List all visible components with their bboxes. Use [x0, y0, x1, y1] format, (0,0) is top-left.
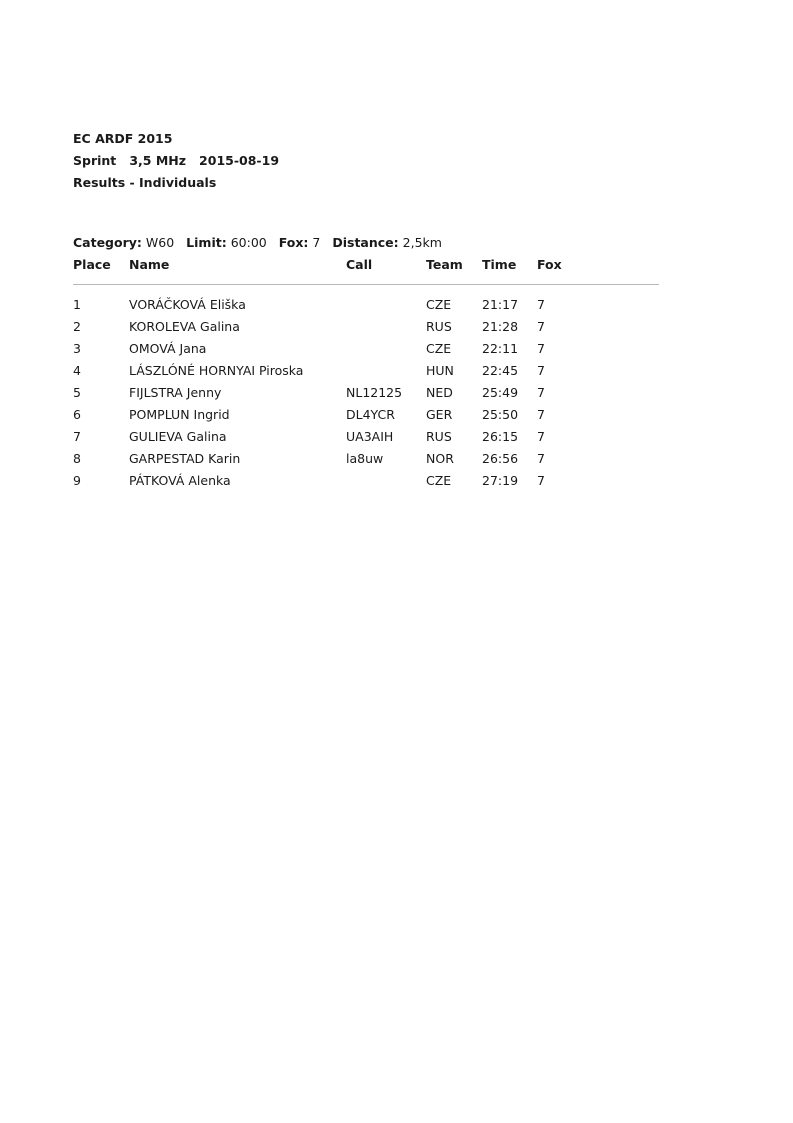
fox-cell: 7: [537, 451, 545, 466]
fox-cell: 7: [537, 385, 545, 400]
fox-value: 7: [312, 235, 321, 250]
distance-value: 2,5km: [402, 235, 442, 250]
time-cell: 25:50: [482, 407, 519, 422]
fox-cell: 7: [537, 473, 545, 488]
place-cell: 1: [73, 297, 81, 312]
table-row: [73, 473, 659, 495]
event-title: EC ARDF 2015: [73, 131, 173, 146]
table-row: [73, 429, 659, 451]
table-row: [73, 407, 659, 429]
limit-label: Limit:: [186, 235, 227, 250]
column-header-fox: Fox: [537, 257, 562, 272]
team-cell: RUS: [426, 319, 452, 334]
name-cell: LÁSZLÓNÉ HORNYAI Piroska: [129, 363, 304, 378]
place-cell: 7: [73, 429, 81, 444]
call-cell: NL12125: [346, 385, 403, 400]
name-cell: POMPLUN Ingrid: [129, 407, 230, 422]
header-divider: [73, 284, 659, 285]
results-heading: Results - Individuals: [73, 175, 217, 190]
time-cell: 25:49: [482, 385, 519, 400]
place-cell: 3: [73, 341, 81, 356]
table-row: [73, 385, 659, 407]
fox-label: Fox:: [278, 235, 309, 250]
call-cell: UA3AIH: [346, 429, 394, 444]
team-cell: RUS: [426, 429, 452, 444]
name-cell: KOROLEVA Galina: [129, 319, 240, 334]
time-cell: 21:17: [482, 297, 519, 312]
team-cell: CZE: [426, 341, 452, 356]
time-cell: 22:45: [482, 363, 519, 378]
time-cell: 26:56: [482, 451, 519, 466]
place-cell: 5: [73, 385, 81, 400]
distance-label: Distance:: [332, 235, 399, 250]
category-label: Category:: [73, 235, 142, 250]
fox-cell: 7: [537, 363, 545, 378]
race-subtitle: Sprint 3,5 MHz 2015-08-19: [73, 153, 280, 168]
name-cell: OMOVÁ Jana: [129, 341, 207, 356]
fox-cell: 7: [537, 297, 545, 312]
name-cell: VORÁČKOVÁ Eliška: [129, 297, 246, 312]
table-row: [73, 341, 659, 363]
category-info: [73, 235, 442, 251]
time-cell: 21:28: [482, 319, 519, 334]
team-cell: HUN: [426, 363, 454, 378]
column-header-name: Name: [129, 257, 170, 272]
fox-cell: 7: [537, 429, 545, 444]
table-header: [73, 257, 659, 273]
table-row: [73, 363, 659, 385]
fox-cell: 7: [537, 407, 545, 422]
fox-cell: 7: [537, 319, 545, 334]
place-cell: 8: [73, 451, 81, 466]
place-cell: 4: [73, 363, 81, 378]
place-cell: 6: [73, 407, 81, 422]
team-cell: CZE: [426, 473, 452, 488]
place-cell: 2: [73, 319, 81, 334]
column-header-team: Team: [426, 257, 463, 272]
column-header-time: Time: [482, 257, 517, 272]
table-row: [73, 451, 659, 473]
limit-value: 60:00: [230, 235, 267, 250]
team-cell: CZE: [426, 297, 452, 312]
table-row: [73, 297, 659, 319]
time-cell: 26:15: [482, 429, 519, 444]
name-cell: GARPESTAD Karin: [129, 451, 241, 466]
time-cell: 22:11: [482, 341, 519, 356]
place-cell: 9: [73, 473, 81, 488]
category-value: W60: [145, 235, 175, 250]
name-cell: PÁTKOVÁ Alenka: [129, 473, 231, 488]
fox-cell: 7: [537, 341, 545, 356]
call-cell: la8uw: [346, 451, 384, 466]
call-cell: DL4YCR: [346, 407, 395, 422]
time-cell: 27:19: [482, 473, 519, 488]
table-row: [73, 319, 659, 341]
name-cell: FIJLSTRA Jenny: [129, 385, 222, 400]
team-cell: NED: [426, 385, 453, 400]
results-table-body: [73, 297, 659, 495]
column-header-call: Call: [346, 257, 373, 272]
name-cell: GULIEVA Galina: [129, 429, 227, 444]
team-cell: GER: [426, 407, 453, 422]
team-cell: NOR: [426, 451, 454, 466]
column-header-place: Place: [73, 257, 111, 272]
